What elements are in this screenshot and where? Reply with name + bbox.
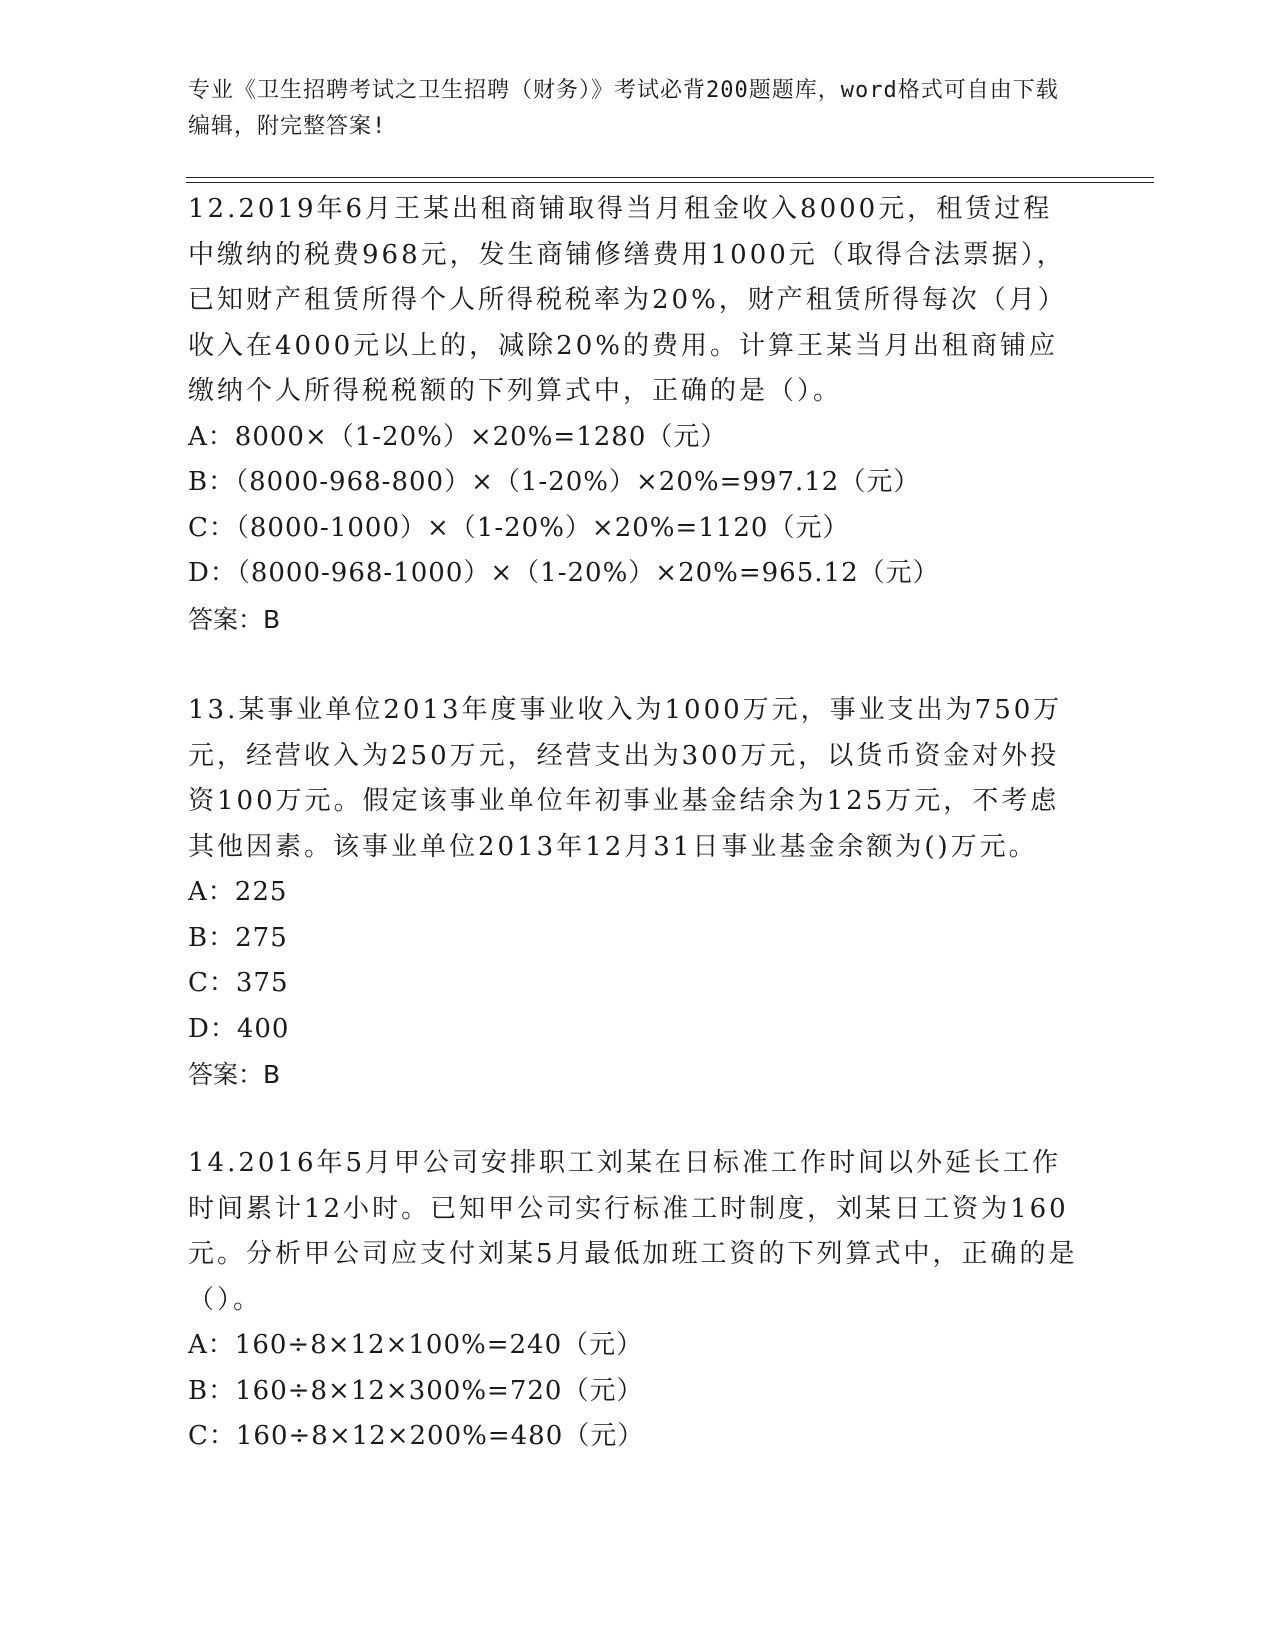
document-header: 专业《卫生招聘考试之卫生招聘（财务）》考试必背200题题库，word格式可自由下载编辑，附完整答案! — [188, 78, 1059, 139]
option-b: B：160÷8×12×300%=720（元） — [188, 1375, 644, 1406]
header-rule-bottom — [186, 182, 1154, 183]
answer: 答案：B — [188, 604, 281, 634]
option-c: C：160÷8×12×200%=480（元） — [188, 1421, 645, 1451]
option-c: C：（8000-1000）×（1-20%）×20%=1120（元） — [188, 512, 850, 543]
option-a: A：8000×（1-20%）×20%=1280（元） — [188, 421, 728, 452]
question-stem: 13.某事业单位2013年度事业收入为1000万元，事业支出为750万元，经营收入为250万元，经营支出为300万元，以货币资金对外投资100万元。假定该事业单位年初事业基金结余为125万元，不考虑其他因素。该事业单位2013年12月31日事业基金余额为()万元。 — [188, 695, 1063, 862]
option-a: A：160÷8×12×100%=240（元） — [188, 1330, 644, 1360]
option-b: B：275 — [188, 922, 288, 953]
question-13 — [188, 688, 1078, 1098]
answer: 答案：B — [188, 1060, 281, 1089]
option-d: D：400 — [188, 1013, 290, 1044]
option-a: A：225 — [188, 877, 288, 907]
option-c: C：375 — [188, 968, 289, 998]
header-rule-top — [186, 177, 1154, 178]
question-stem: 14.2016年5月甲公司安排职工刘某在日标准工作时间以外延长工作时间累计12小时。已知甲公司实行标准工时制度，刘某日工资为160元。分析甲公司应支付刘某5月最低加班工资的下列算式中，正确的是（）。 — [188, 1148, 1078, 1315]
option-d: D：（8000-968-1000）×（1-20%）×20%=965.12（元） — [188, 558, 940, 588]
question-12 — [188, 187, 1078, 642]
option-b: B：（8000-968-800）×（1-20%）×20%=997.12（元） — [188, 467, 921, 497]
question-14 — [188, 1141, 1078, 1460]
question-stem: 12.2019年6月王某出租商铺取得当月租金收入8000元，租赁过程中缴纳的税费968元，发生商铺修缮费用1000元（取得合法票据），已知财产租赁所得个人所得税税率为20%，财产租赁所得每次（月）收入在4000元以上的，减除20%的费用。计算王某当月出租商铺应缴纳个人所得税税额的下列算式中，正确的是（）。 — [188, 194, 1067, 406]
